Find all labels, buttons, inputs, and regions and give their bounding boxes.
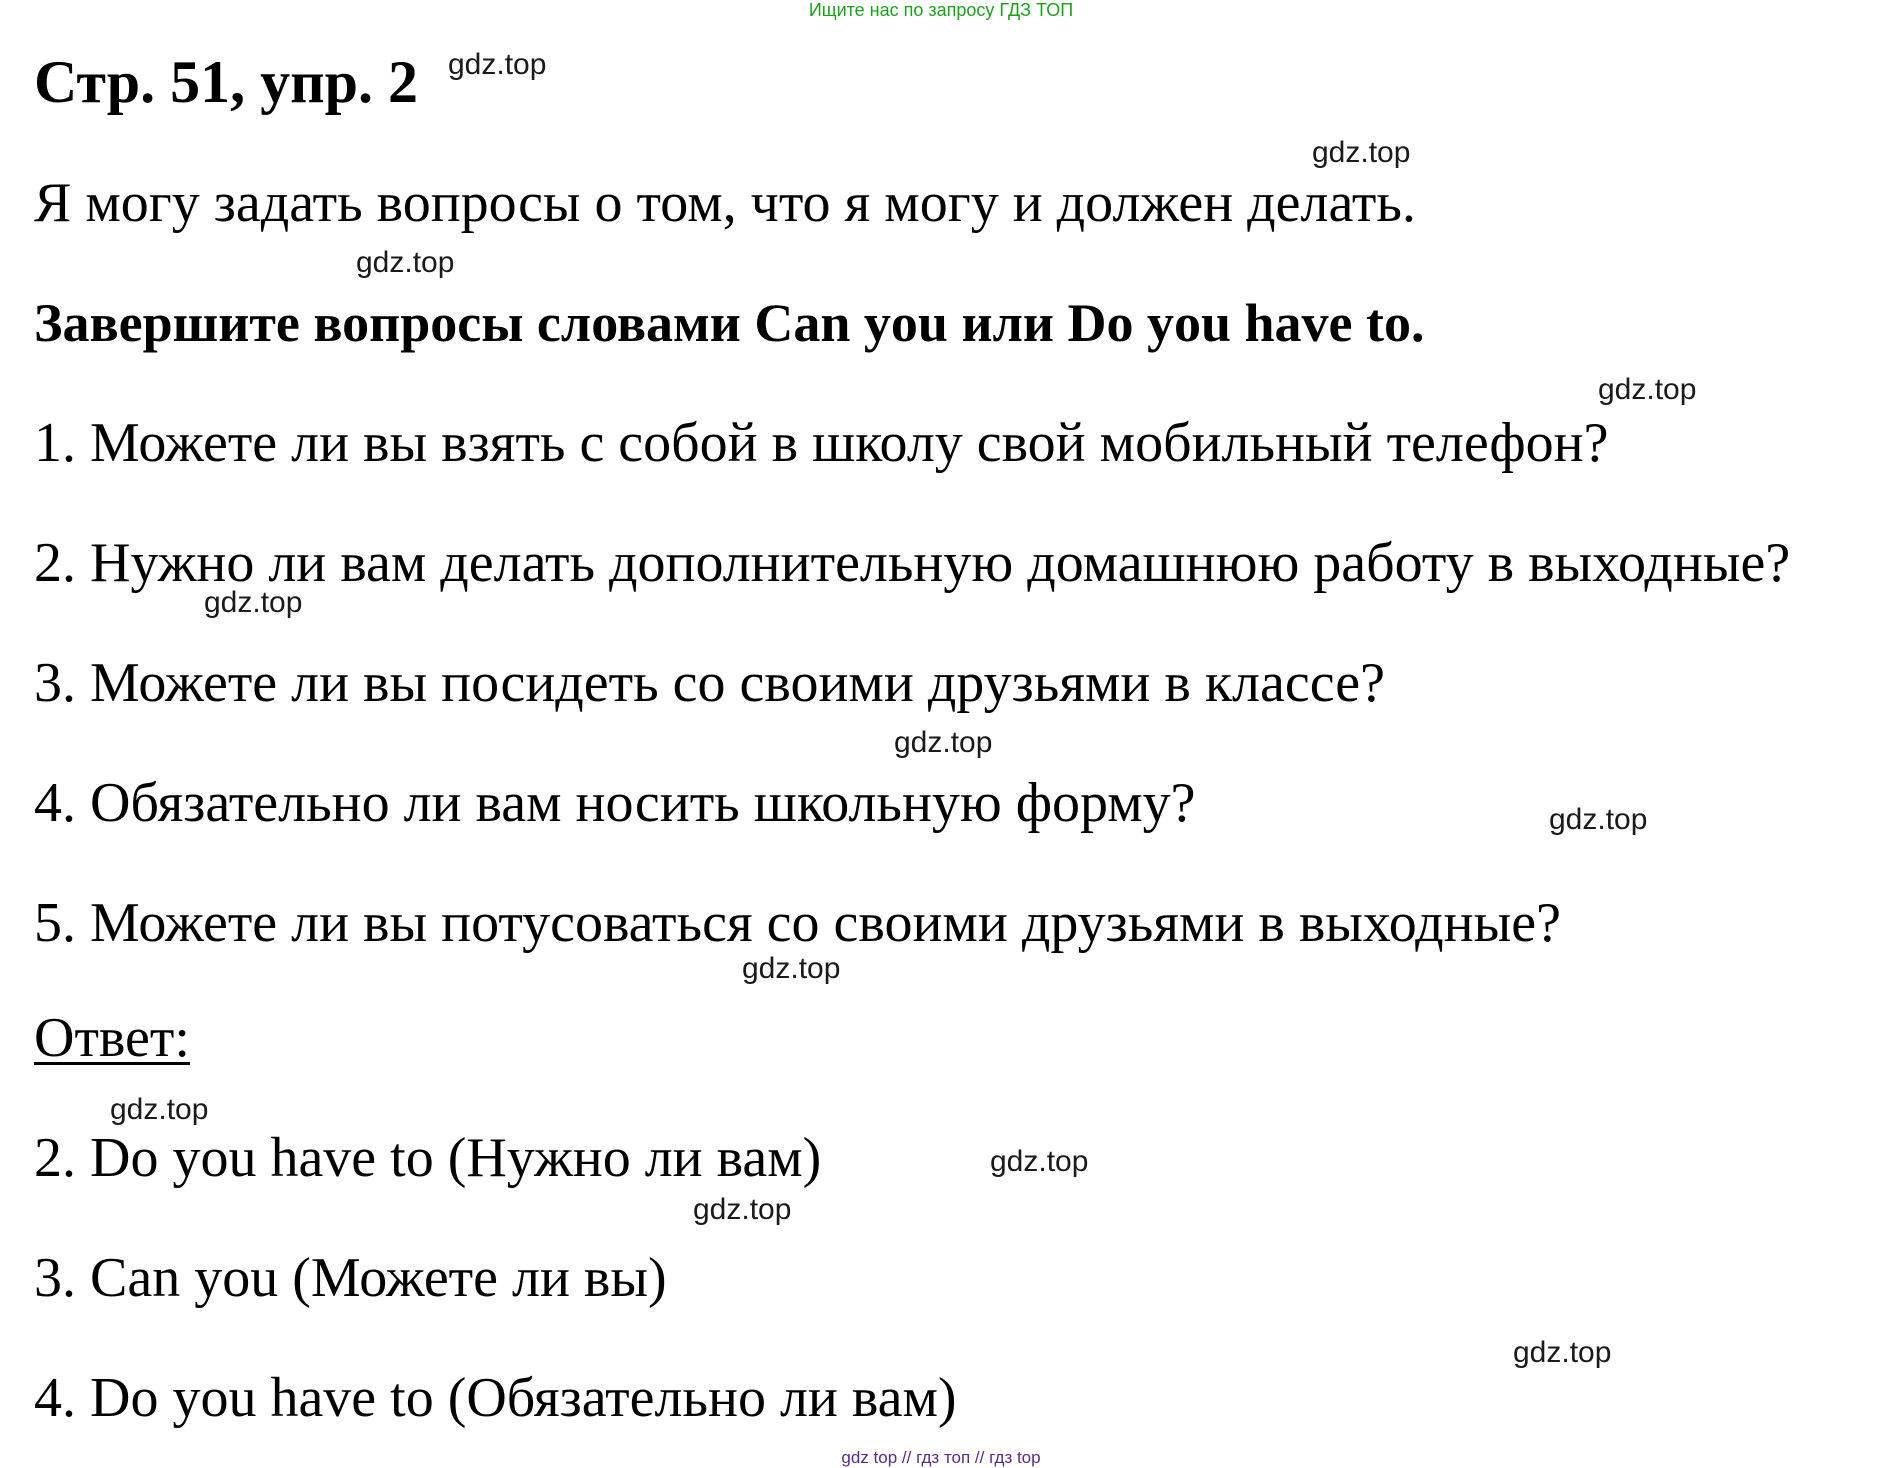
watermark: gdz.top [742, 952, 841, 985]
intro-text: Я могу задать вопросы о том, что я могу и должен делать. [34, 172, 1416, 234]
question-item: 3. Можете ли вы посидеть со своими друзьями в классе? [34, 652, 1385, 714]
watermark: gdz.top [990, 1145, 1089, 1178]
watermark: gdz.top [693, 1193, 792, 1226]
watermark: gdz.top [1549, 803, 1648, 836]
page-title: Стр. 51, упр. 2 [34, 49, 419, 115]
answer-heading: Ответ: [34, 1007, 190, 1069]
watermark: gdz.top [1598, 373, 1697, 406]
watermark: gdz.top [1312, 136, 1411, 169]
footer-links: gdz top // гдз топ // гдз top [841, 1448, 1041, 1467]
question-item: 5. Можете ли вы потусоваться со своими друзьями в выходные? [34, 892, 1561, 954]
watermark: gdz.top [110, 1093, 209, 1126]
watermark: gdz.top [204, 586, 303, 619]
question-item: 1. Можете ли вы взять с собой в школу свой мобильный телефон? [34, 412, 1609, 474]
question-item: 4. Обязательно ли вам носить школьную форму? [34, 772, 1196, 834]
answer-item: 3. Can you (Можете ли вы) [34, 1247, 667, 1309]
watermark: gdz.top [448, 48, 547, 81]
task-instruction: Завершите вопросы словами Can you или Do you have to. [34, 293, 1425, 353]
answer-item: 4. Do you have to (Обязательно ли вам) [34, 1367, 957, 1429]
top-banner: Ищите нас по запросу ГДЗ ТОП [808, 0, 1074, 20]
watermark: gdz.top [894, 726, 993, 759]
answer-item: 2. Do you have to (Нужно ли вам) [34, 1127, 822, 1189]
watermark: gdz.top [1513, 1336, 1612, 1369]
watermark: gdz.top [356, 246, 455, 279]
question-item: 2. Нужно ли вам делать дополнительную домашнюю работу в выходные? [34, 532, 1791, 594]
